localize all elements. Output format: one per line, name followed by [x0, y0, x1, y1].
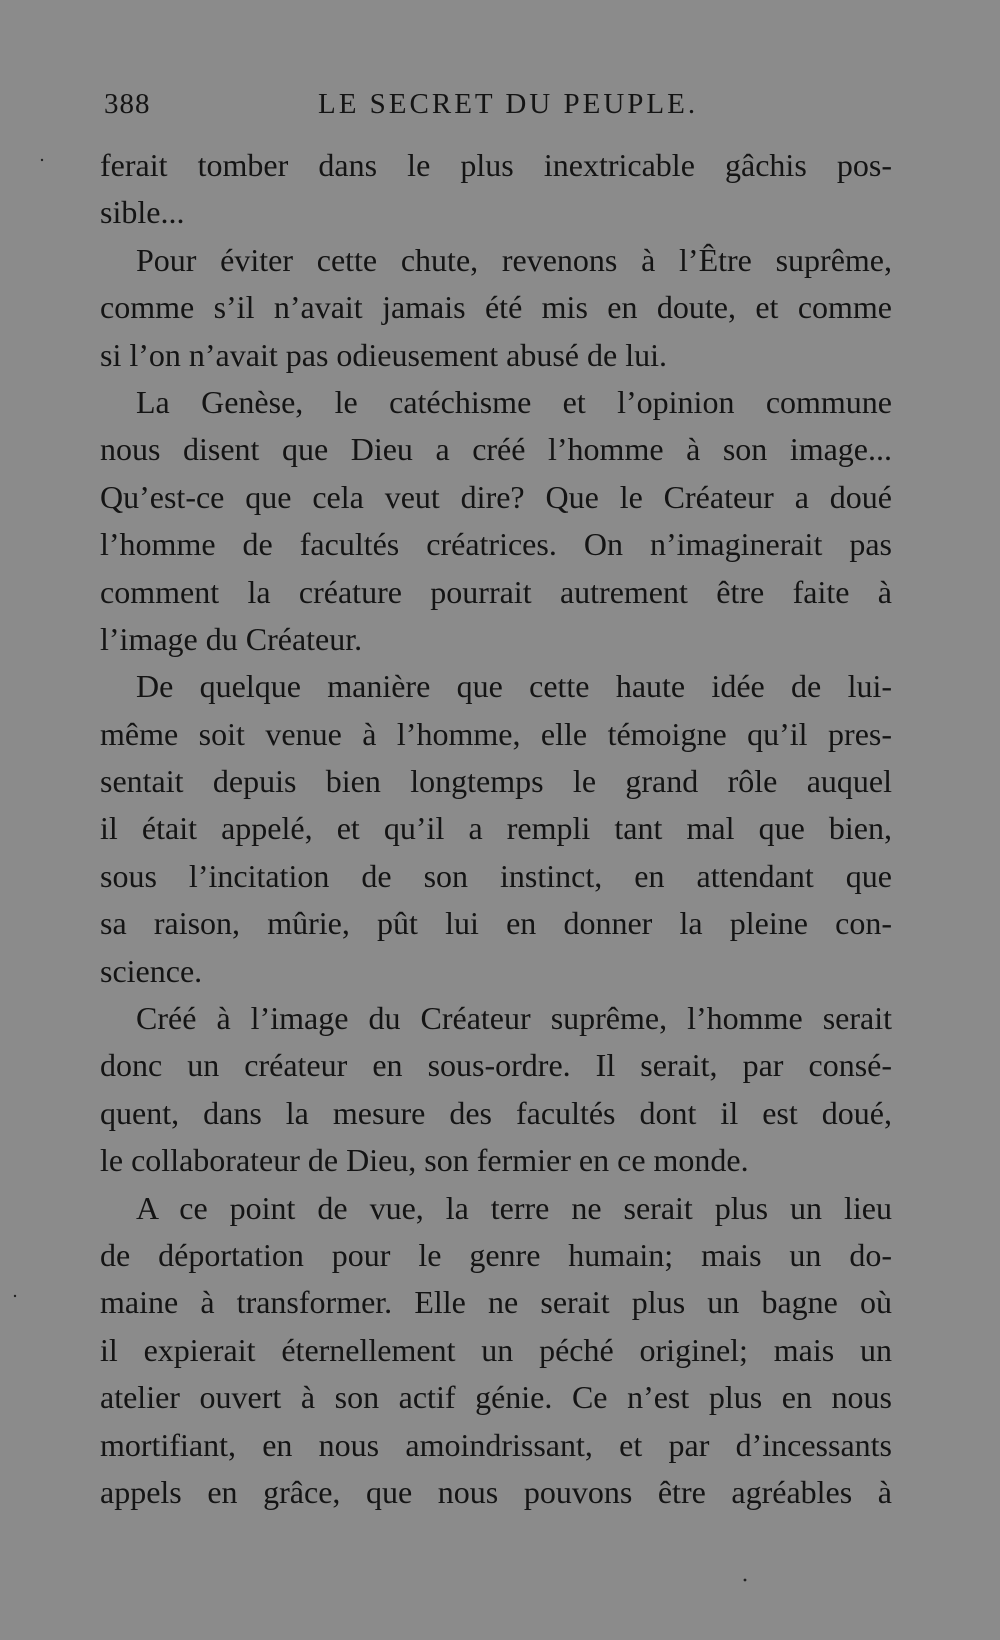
text-line: nous disent que Dieu a créé l’homme à son image...	[100, 431, 892, 468]
text-line: ferait tomber dans le plus inextricable gâchis pos-	[100, 147, 892, 183]
speck	[14, 1295, 16, 1297]
text-line: mortifiant, en nous amoindrissant, et par d’incessants	[100, 1426, 892, 1463]
text-line: comment la créature pourrait autrement être faite à	[100, 573, 892, 610]
text-line: sible...	[100, 194, 185, 231]
text-line: le collaborateur de Dieu, son fermier en ce monde.	[100, 1142, 749, 1179]
text-line: appels en grâce, que nous pouvons être agréables à	[100, 1473, 892, 1510]
running-title: LE SECRET DU PEUPLE.	[318, 88, 699, 120]
text-line: sentait depuis bien longtemps le grand rôle auquel	[100, 763, 892, 800]
text-line: de déportation pour le genre humain; mais un do-	[100, 1236, 892, 1273]
body-text	[100, 142, 892, 1516]
text-line: Qu’est-ce que cela veut dire? Que le Créateur a doué	[100, 478, 892, 515]
page-number: 388	[104, 88, 151, 120]
text-line: l’image du Créateur.	[100, 620, 363, 657]
text-line: La Genèse, le catéchisme et l’opinion commune	[136, 383, 892, 420]
text-line: sous l’incitation de son instinct, en attendant que	[100, 857, 892, 894]
text-line: De quelque manière que cette haute idée de lui-	[136, 668, 892, 705]
text-line: science.	[100, 952, 203, 989]
text-line: donc un créateur en sous-ordre. Il serait, par consé-	[100, 1047, 892, 1084]
text-line: atelier ouvert à son actif génie. Ce n’est plus en nous	[100, 1379, 892, 1416]
text-line: maine à transformer. Elle ne serait plus un bagne où	[100, 1284, 892, 1321]
text-line: Créé à l’image du Créateur suprême, l’homme serait	[136, 1000, 892, 1037]
text-line: même soit venue à l’homme, elle témoigne qu’il pres-	[100, 715, 892, 752]
text-line: si l’on n’avait pas odieusement abusé de lui.	[100, 336, 667, 373]
page-header	[104, 88, 884, 132]
text-line: sa raison, mûrie, pût lui en donner la pleine con-	[100, 905, 892, 942]
speck	[41, 159, 43, 161]
text-line: il était appelé, et qu’il a rempli tant mal que bien,	[100, 810, 892, 847]
text-line: comme s’il n’avait jamais été mis en doute, et comme	[100, 289, 892, 326]
text-line: quent, dans la mesure des facultés dont il est doué,	[100, 1094, 892, 1131]
text-line: l’homme de facultés créatrices. On n’imaginerait pas	[100, 526, 892, 563]
text-line: Pour éviter cette chute, revenons à l’Être suprême,	[136, 241, 892, 278]
text-line: A ce point de vue, la terre ne serait plus un lieu	[136, 1189, 892, 1226]
text-line: il expierait éternellement un péché originel; mais un	[100, 1331, 892, 1368]
speck	[744, 1579, 747, 1582]
